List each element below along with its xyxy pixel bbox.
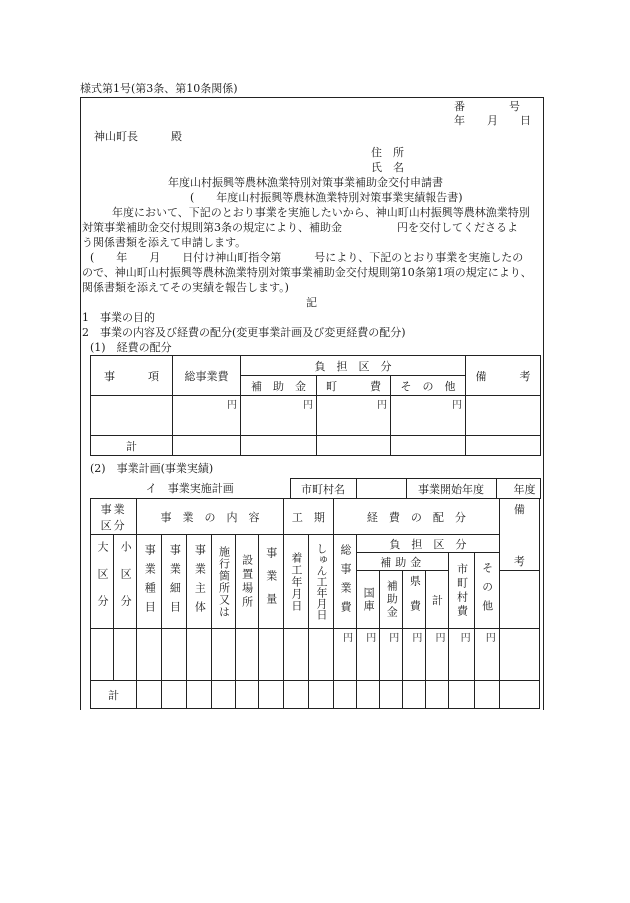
yen-unit: 円 <box>241 396 317 436</box>
table-cell[interactable] <box>308 629 333 681</box>
total-row-label: 計 <box>91 681 137 709</box>
item-content: 2 事業の内容及び経費の配分(変更事業計画及び変更経費の配分) <box>82 326 406 339</box>
col-subtotal: 計 <box>426 571 449 629</box>
body-para1-line1: 年度において、下記のとおり事業を実施したいから、神山町山村振興等農林漁業特別 <box>90 206 530 219</box>
col-total-cost <box>334 535 357 629</box>
start-year-label: 事業開始年度 <box>406 479 496 499</box>
municipality-label: 市町村名 <box>290 479 356 499</box>
table-cell[interactable] <box>187 681 212 709</box>
table-cell[interactable] <box>426 681 449 709</box>
col-label: 市町村費 <box>455 562 469 619</box>
col-label: 大区分 <box>96 541 110 622</box>
col-header-other: そ の 他 <box>391 376 466 396</box>
table-cell[interactable] <box>212 629 235 681</box>
col-install-location <box>235 535 258 629</box>
yen-unit: 円 <box>391 396 466 436</box>
col-header-total-cost: 総事業費 <box>173 356 241 396</box>
body-para2-line2: ので、神山町山村振興等農林漁業特別対策事業補助金交付規則第10条第1項の規定により、 <box>82 266 532 279</box>
yen-unit: 円 <box>380 629 403 681</box>
plan-header-table <box>90 478 541 499</box>
table-cell[interactable] <box>334 681 357 709</box>
col-national <box>357 571 380 629</box>
table-cell[interactable] <box>241 436 317 456</box>
table-cell[interactable] <box>283 681 308 709</box>
table-cell[interactable] <box>308 681 333 709</box>
col-label: 設置場所 <box>240 553 254 610</box>
ki-label: 記 <box>306 296 317 309</box>
section-project-plan: (2) 事業計画(事業実績) <box>90 462 214 475</box>
col-completion-date <box>308 535 333 629</box>
col-label: しゅん工年月日 <box>314 543 328 620</box>
start-year-value: 年度 <box>496 479 540 499</box>
col-label: 総事業費 <box>339 543 353 620</box>
table-cell[interactable] <box>91 629 114 681</box>
table-cell[interactable] <box>317 436 391 456</box>
col-project-entity <box>187 535 212 629</box>
plan-title: イ 事業実施計画 <box>90 479 290 499</box>
body-para1-line2: 対策事業補助金交付規則第3条の規定により、補助金 円を交付してくださるよ <box>82 221 518 234</box>
table-cell[interactable] <box>162 629 187 681</box>
col-label: 県費 <box>408 574 422 625</box>
col-label: 事業種目 <box>143 543 157 620</box>
section-cost-allocation: (1) 経費の配分 <box>90 341 172 354</box>
col-prefecture <box>403 571 426 629</box>
table-cell[interactable] <box>137 681 162 709</box>
yen-unit: 円 <box>449 629 474 681</box>
form-header: 様式第1号(第3条、第10条関係) <box>80 82 238 95</box>
col-project-detail <box>162 535 187 629</box>
yen-unit: 円 <box>426 629 449 681</box>
col-label: 事業細目 <box>168 543 182 620</box>
table-cell[interactable] <box>391 436 466 456</box>
table-cell[interactable] <box>499 681 539 709</box>
col-label: 事業量 <box>264 547 278 616</box>
col-label: 補助金 <box>385 580 399 619</box>
title-sub: ( 年度山村振興等農林漁業特別対策事業実績報告書) <box>190 191 463 204</box>
remarks-body <box>499 571 539 629</box>
col-minor-category <box>114 535 137 629</box>
addressee: 神山町長 殿 <box>94 130 182 143</box>
col-header-subsidy: 補助金 <box>357 553 449 571</box>
yen-unit: 円 <box>474 629 499 681</box>
table-cell[interactable] <box>474 681 499 709</box>
col-subsidy <box>380 571 403 629</box>
col-site <box>212 535 235 629</box>
total-row-label: 計 <box>91 436 173 456</box>
cost-allocation-table <box>90 355 541 456</box>
yen-unit: 円 <box>173 396 241 436</box>
col-volume <box>258 535 283 629</box>
item-purpose: 1 事業の目的 <box>82 311 155 324</box>
table-cell[interactable] <box>91 396 173 436</box>
col-header-burden: 負 担 区 分 <box>357 535 500 553</box>
col-start-date <box>283 535 308 629</box>
table-cell[interactable] <box>187 629 212 681</box>
col-header-subsidy: 補 助 金 <box>241 376 317 396</box>
col-project-type <box>137 535 162 629</box>
col-other <box>474 553 499 629</box>
table-cell[interactable] <box>357 681 380 709</box>
title-main: 年度山村振興等農林漁業特別対策事業補助金交付申請書 <box>168 176 443 189</box>
col-header-town-expense: 町 費 <box>317 376 391 396</box>
col-label: 国庫 <box>362 586 376 613</box>
table-cell[interactable] <box>173 436 241 456</box>
table-cell[interactable] <box>114 629 137 681</box>
table-cell[interactable] <box>283 629 308 681</box>
table-cell[interactable] <box>466 436 541 456</box>
table-cell[interactable] <box>466 396 541 436</box>
table-cell[interactable] <box>380 681 403 709</box>
body-para1-line3: う関係書類を添えて申請します。 <box>82 236 247 249</box>
body-para2-line3: 関係書類を添えてその実績を報告します。) <box>82 281 289 294</box>
col-header-expense-allocation: 経 費 の 配 分 <box>334 499 500 535</box>
col-header-project-category: 事業区分 <box>91 499 137 535</box>
table-cell[interactable] <box>162 681 187 709</box>
table-cell[interactable] <box>235 629 258 681</box>
table-cell[interactable] <box>212 681 235 709</box>
name-label: 氏 名 <box>371 161 404 174</box>
body-para2-line1: ( 年 月 日付け神山町指令第 号により、下記のとおり事業を実施したの <box>90 251 524 264</box>
col-major-category <box>91 535 114 629</box>
col-header-remarks: 備 考 <box>466 356 541 396</box>
yen-unit: 円 <box>357 629 380 681</box>
table-cell[interactable] <box>449 681 474 709</box>
col-header-remarks <box>499 499 539 571</box>
col-header-burden: 負 担 区 分 <box>241 356 466 376</box>
yen-unit: 円 <box>403 629 426 681</box>
table-cell[interactable] <box>235 681 258 709</box>
col-header-period: 工 期 <box>283 499 333 535</box>
municipality-value[interactable] <box>356 479 406 499</box>
address-label: 住 所 <box>371 146 404 159</box>
table-cell[interactable] <box>137 629 162 681</box>
col-municipal-expense <box>449 553 474 629</box>
col-label: 小区分 <box>119 541 133 622</box>
col-label: 着工年月日 <box>289 551 303 612</box>
date-label: 年 月 日 <box>454 114 531 127</box>
col-label: その他 <box>480 562 494 619</box>
project-plan-table <box>90 498 540 709</box>
col-header-item: 事 項 <box>91 356 173 396</box>
table-cell[interactable] <box>403 681 426 709</box>
table-cell[interactable] <box>499 629 539 681</box>
col-header-project-content: 事 業 の 内 容 <box>137 499 284 535</box>
number-label: 番 号 <box>454 100 520 113</box>
remarks-char-1: 備 <box>513 502 525 516</box>
table-cell[interactable] <box>258 629 283 681</box>
col-label: 事業主体 <box>193 543 207 620</box>
yen-unit: 円 <box>334 629 357 681</box>
yen-unit: 円 <box>317 396 391 436</box>
table-cell[interactable] <box>258 681 283 709</box>
col-label: 施行箇所又は <box>217 545 231 618</box>
remarks-char-2: 考 <box>513 554 525 568</box>
